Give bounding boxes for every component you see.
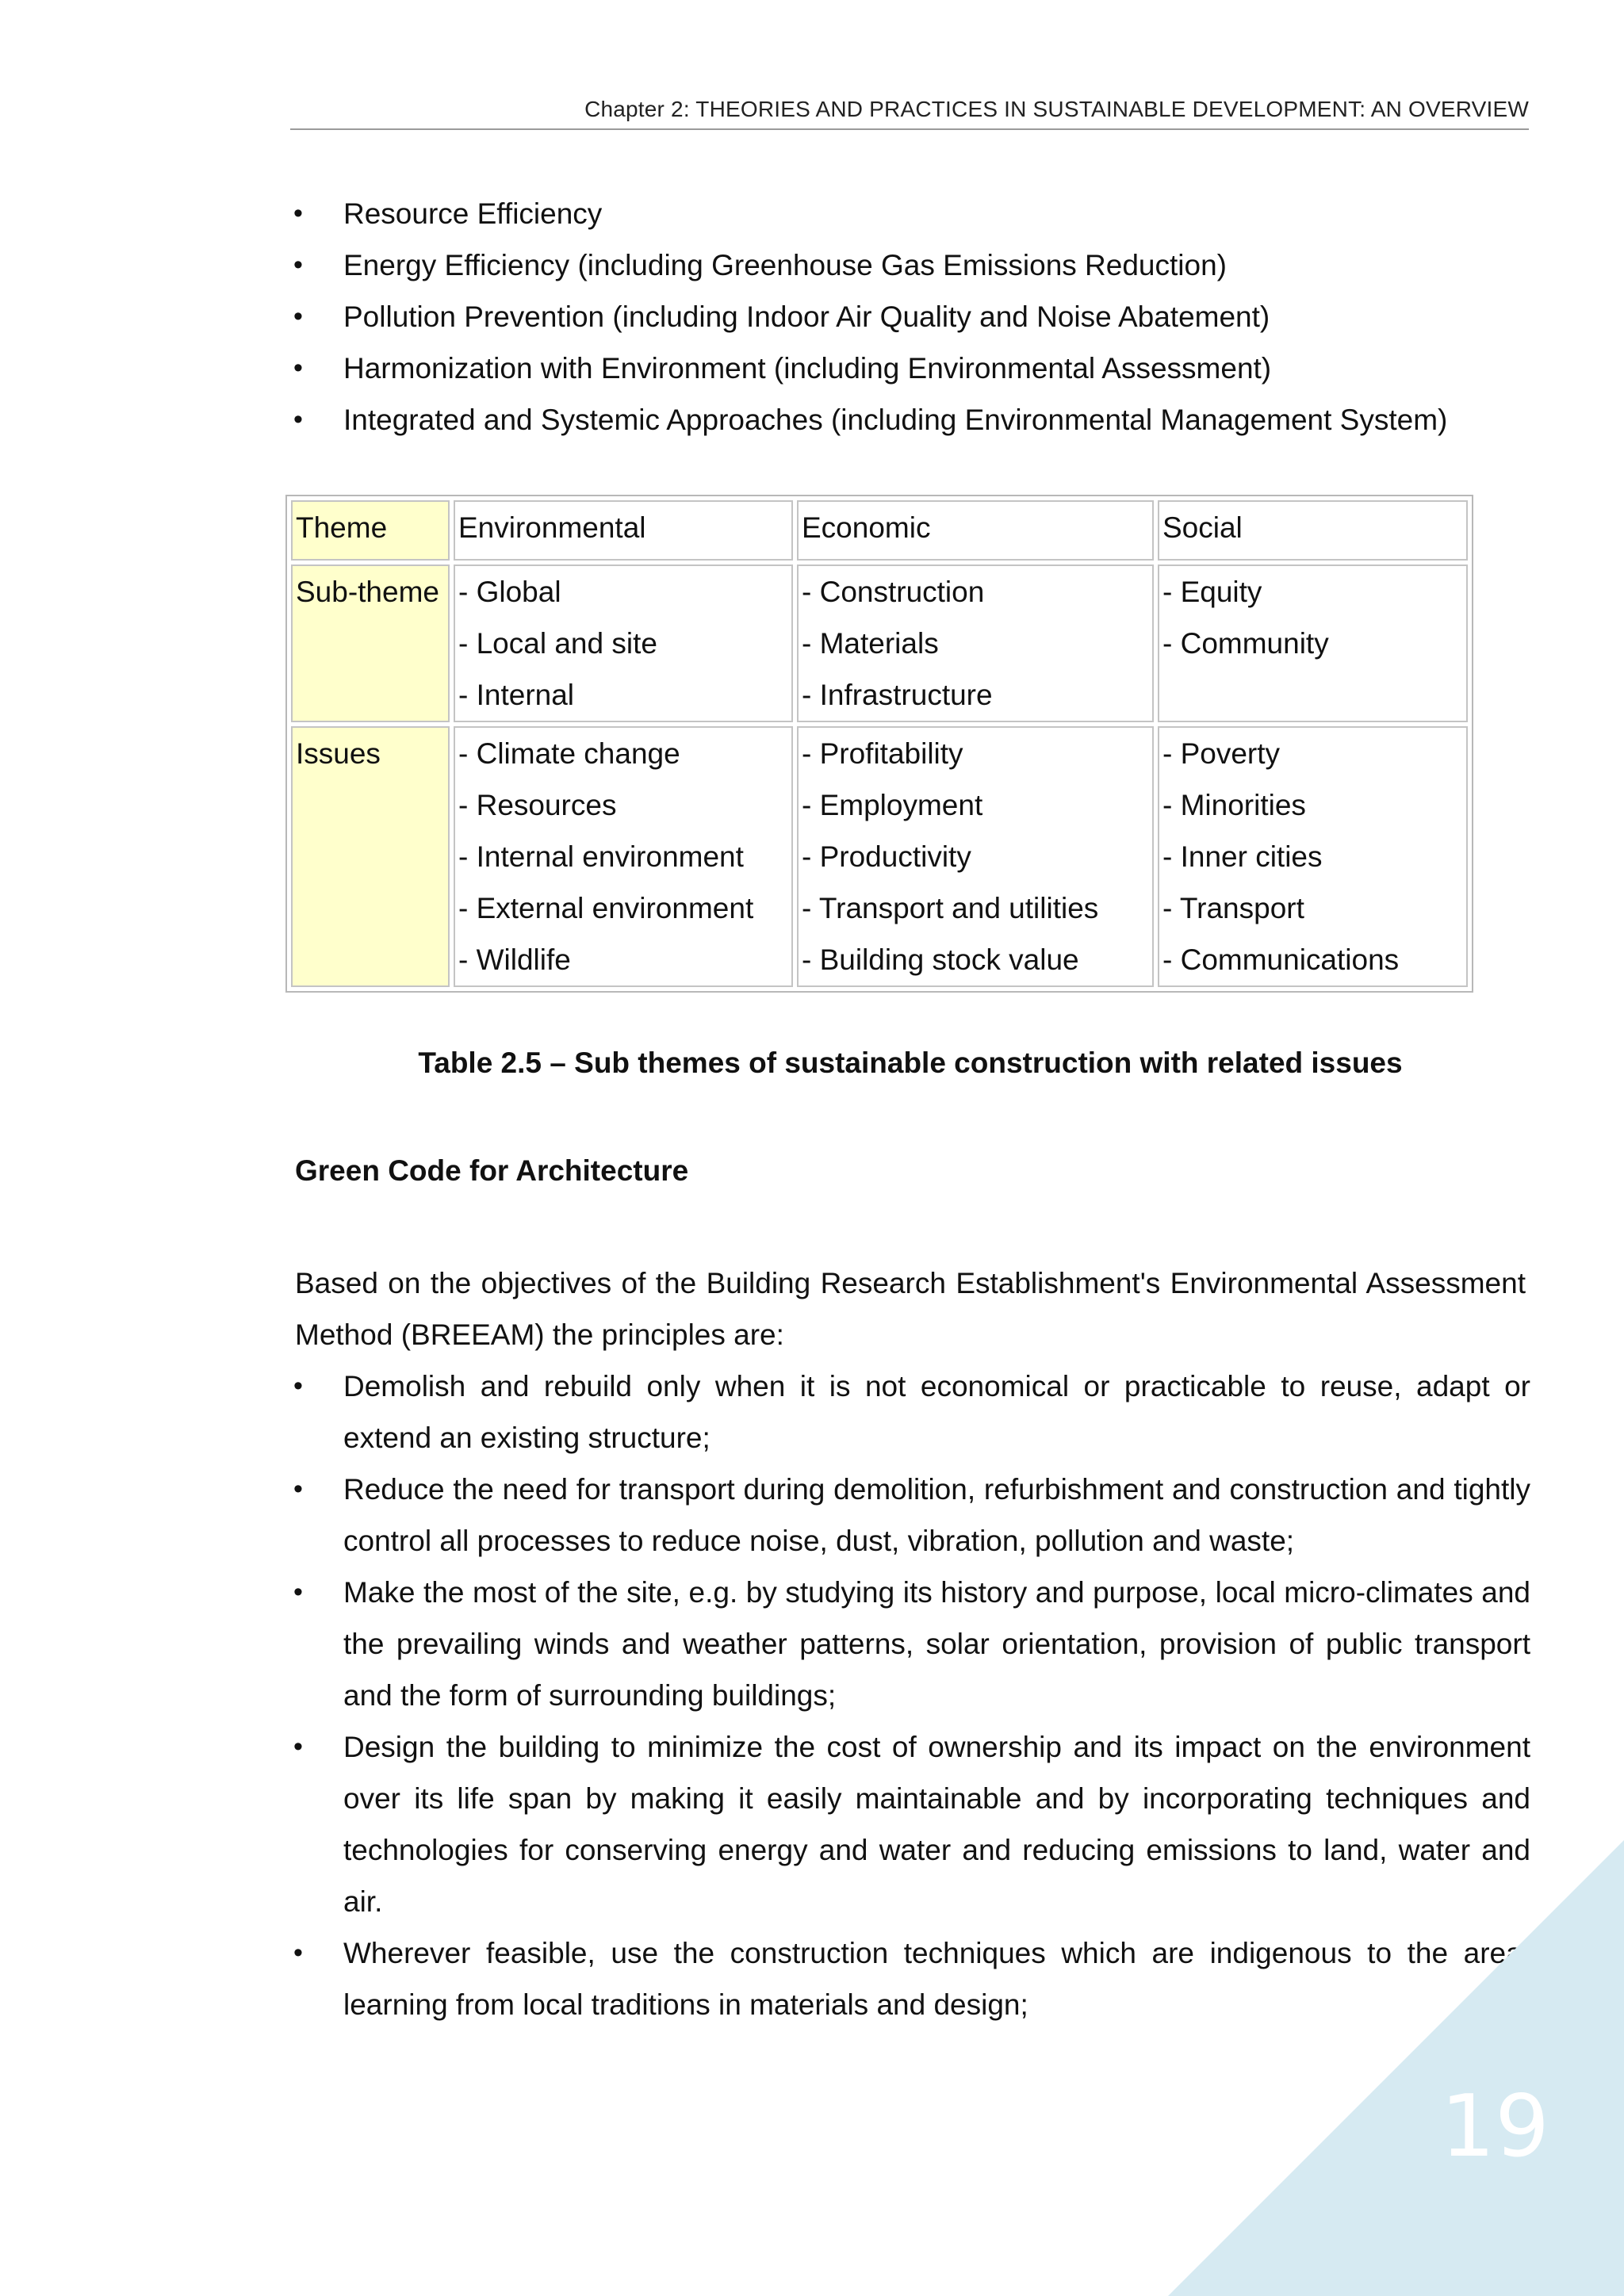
- cell-line: - Profitability: [802, 737, 963, 770]
- bullet-icon: •: [293, 1938, 303, 1968]
- list-item: [293, 394, 1530, 446]
- cell-line: - Construction: [802, 576, 985, 608]
- page-header: [290, 94, 1529, 130]
- list-item-text: Energy Efficiency (including Greenhouse Gas Emissions Reduction): [343, 249, 1227, 281]
- cell-environmental: [454, 564, 793, 722]
- cell-social: [1158, 726, 1468, 987]
- list-item-text: Reduce the need for transport during demolition, refurbishment and construction and tightly control all processes to reduce noise, dust, vibration, pollution and waste;: [343, 1473, 1530, 1557]
- cell-line: - Poverty: [1162, 737, 1281, 770]
- list-item: [293, 239, 1530, 291]
- sustainability-themes-table: [285, 495, 1473, 993]
- row-label-issues: Issues: [291, 726, 450, 987]
- section-heading: Green Code for Architecture: [295, 1154, 689, 1187]
- table-caption: Table 2.5 – Sub themes of sustainable construction with related issues: [418, 1047, 1403, 1079]
- cell-environmental: [454, 500, 793, 561]
- cell-line: - Communications: [1162, 943, 1400, 976]
- cell-line: - Transport: [1162, 892, 1304, 924]
- page-number: 19: [1440, 2077, 1549, 2176]
- cell-line: - Materials: [802, 627, 939, 660]
- cell-economic: [797, 564, 1154, 722]
- bullet-icon: •: [293, 404, 303, 434]
- list-item: [293, 291, 1530, 342]
- principles-list: [293, 188, 1530, 446]
- table-row-theme: [291, 500, 1468, 561]
- bullet-icon: •: [293, 250, 303, 280]
- intro-paragraph: Based on the objectives of the Building Research Establishment's Environmental Assessment Method (BREEAM) the principles are:: [295, 1267, 1526, 1351]
- table-row-subtheme: [291, 564, 1468, 722]
- cell-line: - Minorities: [1162, 789, 1306, 821]
- cell-environmental: [454, 726, 793, 987]
- cell-line: - Equity: [1162, 576, 1262, 608]
- list-item-text: Resource Efficiency: [343, 197, 603, 230]
- cell-line: - Employment: [802, 789, 983, 821]
- list-item: [293, 342, 1530, 394]
- bullet-icon: •: [293, 1577, 303, 1607]
- row-label-theme: Theme: [291, 500, 450, 561]
- cell-line: - Wildlife: [458, 943, 571, 976]
- list-item-text: Design the building to minimize the cost of ownership and its impact on the environment over its life span by making it easily maintainable and by incorporating techniques and technologies for conserving energy and water and reducing emissions to land, water and air.: [343, 1731, 1530, 1918]
- cell-line: - Infrastructure: [802, 679, 993, 711]
- cell-line: - External environment: [458, 892, 754, 924]
- bullet-icon: •: [293, 353, 303, 383]
- list-item: [293, 1360, 1530, 1464]
- cell-line: - Community: [1162, 627, 1329, 660]
- cell-line: - Resources: [458, 789, 617, 821]
- bullet-icon: •: [293, 1371, 303, 1401]
- corner-decoration: [1168, 1840, 1624, 2296]
- list-item-text: Make the most of the site, e.g. by studying its history and purpose, local micro-climates and the prevailing winds and weather patterns, solar orientation, provision of public transport and the form of surrounding buildings;: [343, 1576, 1530, 1712]
- list-item: [293, 188, 1530, 239]
- list-item: [293, 1464, 1530, 1567]
- cell-line: - Local and site: [458, 627, 657, 660]
- list-item-text: Integrated and Systemic Approaches (including Environmental Management System): [343, 404, 1448, 436]
- column-header-social: Social: [1162, 511, 1243, 544]
- bullet-icon: •: [293, 301, 303, 331]
- cell-social: [1158, 564, 1468, 722]
- cell-economic: [797, 500, 1154, 561]
- cell-line: - Productivity: [802, 840, 971, 873]
- row-label-subtheme: Sub-theme: [291, 564, 450, 722]
- list-item-text: Harmonization with Environment (including Environmental Assessment): [343, 352, 1272, 385]
- bullet-icon: •: [293, 1732, 303, 1762]
- table-row-issues: [291, 726, 1468, 987]
- cell-economic: [797, 726, 1154, 987]
- cell-line: - Transport and utilities: [802, 892, 1099, 924]
- list-item-text: Pollution Prevention (including Indoor Air Quality and Noise Abatement): [343, 300, 1270, 333]
- column-header-environmental: Environmental: [458, 511, 646, 544]
- cell-line: - Global: [458, 576, 561, 608]
- list-item: [293, 1567, 1530, 1721]
- column-header-economic: Economic: [802, 511, 931, 544]
- cell-line: - Inner cities: [1162, 840, 1323, 873]
- list-item-text: Wherever feasible, use the construction techniques which are indigenous to the area, learning from local traditions in materials and design;: [343, 1937, 1530, 2021]
- cell-line: - Internal: [458, 679, 575, 711]
- bullet-icon: •: [293, 1474, 303, 1504]
- list-item-text: Demolish and rebuild only when it is not economical or practicable to reuse, adapt or extend an existing structure;: [343, 1370, 1530, 1454]
- cell-line: - Building stock value: [802, 943, 1079, 976]
- chapter-title: Chapter 2: THEORIES AND PRACTICES IN SUSTAINABLE DEVELOPMENT: AN OVERVIEW: [584, 97, 1529, 121]
- cell-line: - Internal environment: [458, 840, 744, 873]
- bullet-icon: •: [293, 198, 303, 228]
- cell-social: [1158, 500, 1468, 561]
- cell-line: - Climate change: [458, 737, 680, 770]
